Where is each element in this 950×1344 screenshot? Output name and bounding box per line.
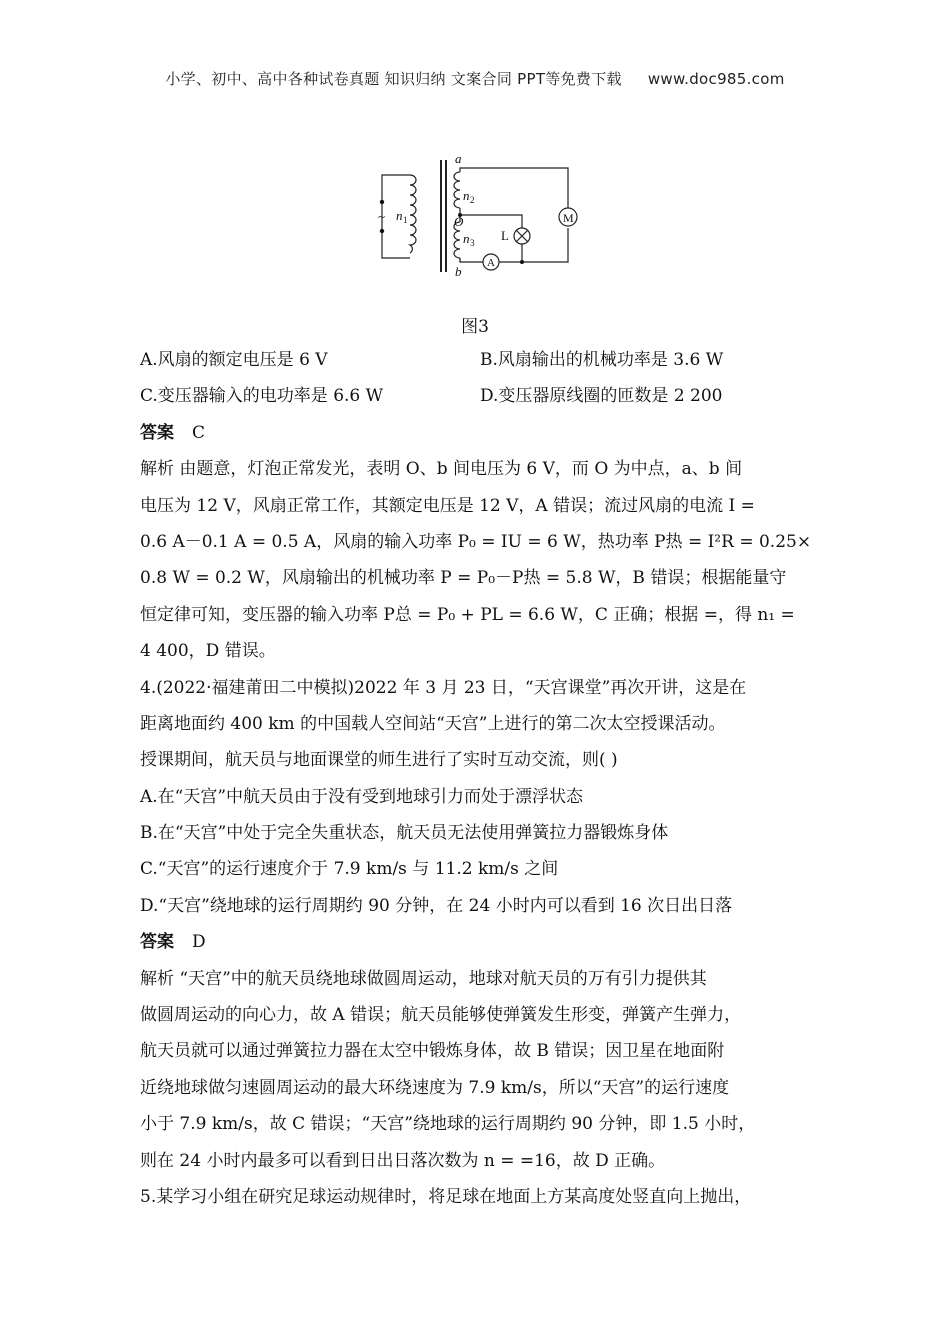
- q4-answer-value: D: [192, 932, 206, 953]
- q3-answer-value: C: [192, 422, 206, 443]
- label-motor: M: [563, 211, 574, 225]
- q3-option-b: B.风扇输出的机械功率是 3.6 W: [480, 350, 724, 370]
- q4-answer: [140, 924, 820, 960]
- label-b: b: [455, 264, 462, 279]
- label-ammeter: A: [487, 257, 495, 269]
- label-n3-sub: 3: [470, 238, 475, 248]
- header-text: 小学、初中、高中各种试卷真题 知识归纳 文案合同 PPT等免费下载: [165, 70, 622, 88]
- q4-analysis-line: 做圆周运动的向心力，故 A 错误；航天员能够使弹簧发生形变，弹簧产生弹力，: [140, 1005, 742, 1026]
- primary-coil: [410, 175, 416, 253]
- label-a: a: [455, 151, 462, 166]
- label-n1-sub: 1: [403, 215, 408, 225]
- q3-analysis-line: 电压为 12 V，风扇正常工作，其额定电压是 12 V，A 错误；流过风扇的电流 I =: [140, 495, 755, 516]
- header-site-link[interactable]: www.doc985.com: [647, 70, 785, 88]
- q3-analysis-line: 恒定律可知，变压器的输入功率 P总 = P₀ + PL = 6.6 W，C 正确；根据 =，得 n₁ =: [140, 604, 795, 625]
- label-lamp: L: [501, 228, 509, 243]
- transformer-circuit-figure: [370, 150, 590, 280]
- q4-option-b: B.在“天宫”中处于完全失重状态，航天员无法使用弹簧拉力器锻炼身体: [140, 823, 669, 844]
- q4-answer-label: 答案: [140, 932, 174, 953]
- page-header: [0, 68, 950, 89]
- wire-o-lamp: [460, 215, 522, 228]
- label-n3: n: [463, 231, 470, 246]
- q3-option-a: A.风扇的额定电压是 6 V: [140, 350, 328, 370]
- q3-options-row2: [140, 378, 820, 414]
- q3-analysis-line: 4 400，D 错误。: [140, 641, 276, 662]
- label-o: O: [454, 214, 464, 229]
- q3-answer-label: 答案: [140, 422, 174, 443]
- q4-stem-line: 4.(2022·福建莆田二中模拟)2022 年 3 月 23 日，“天宫课堂”再次开讲，这是在: [140, 677, 747, 698]
- q3-option-c: C.变压器输入的电功率是 6.6 W: [140, 386, 384, 407]
- q3-analysis-line: 0.6 A－0.1 A = 0.5 A，风扇的输入功率 P₀ = IU = 6 W，热功率 P热 = I²R = 0.25×: [140, 531, 812, 552]
- q4-analysis-line: 航天员就可以通过弹簧拉力器在太空中锻炼身体，故 B 错误；因卫星在地面附: [140, 1041, 725, 1062]
- page-content: [140, 342, 820, 1215]
- q4-stem-line: 授课期间，航天员与地面课堂的师生进行了实时互动交流，则( ): [140, 750, 618, 771]
- q3-analysis-line: 解析 由题意，灯泡正常发光，表明 O、b 间电压为 6 V，而 O 为中点，a、b 间: [140, 459, 743, 480]
- q3-analysis-line: 0.8 W = 0.2 W，风扇输出的机械功率 P = P₀－P热 = 5.8 W，B 错误；根据能量守: [140, 568, 787, 589]
- label-ac-source: ~: [378, 209, 386, 224]
- q4-option-c: C.“天宫”的运行速度介于 7.9 km/s 与 11.2 km/s 之间: [140, 859, 559, 880]
- q4-option-d: D.“天宫”绕地球的运行周期约 90 分钟，在 24 小时内可以看到 16 次日出日落: [140, 895, 733, 916]
- q4-stem-line: 距离地面约 400 km 的中国载人空间站“天宫”上进行的第二次太空授课活动。: [140, 713, 726, 734]
- q4-option-a: A.在“天宫”中航天员由于没有受到地球引力而处于漂浮状态: [140, 786, 584, 807]
- q5-stem-line: 5.某学习小组在研究足球运动规律时，将足球在地面上方某高度处竖直向上抛出，: [140, 1186, 752, 1207]
- figure-caption: 图3: [461, 317, 489, 337]
- q4-analysis-line: 则在 24 小时内最多可以看到日出日落次数为 n = =16，故 D 正确。: [140, 1150, 666, 1171]
- wire-a-motor: [460, 168, 568, 208]
- label-n2: n: [463, 188, 470, 203]
- label-n2-sub: 2: [470, 195, 475, 205]
- label-n1: n: [396, 208, 403, 223]
- q4-analysis-line: 解析 “天宫”中的航天员绕地球做圆周运动，地球对航天员的万有引力提供其: [140, 968, 707, 989]
- q3-options-row1: [140, 342, 820, 378]
- q3-answer: [140, 415, 820, 451]
- q4-analysis-line: 小于 7.9 km/s，故 C 错误；“天宫”绕地球的运行周期约 90 分钟，即 1.5 小时，: [140, 1114, 756, 1135]
- circuit-diagram: [370, 150, 590, 280]
- q3-option-d: D.变压器原线圈的匝数是 2 200: [480, 386, 723, 407]
- q4-analysis-line: 近绕地球做匀速圆周运动的最大环绕速度为 7.9 km/s，所以“天宫”的运行速度: [140, 1077, 730, 1098]
- secondary-coil-n2: [454, 172, 460, 208]
